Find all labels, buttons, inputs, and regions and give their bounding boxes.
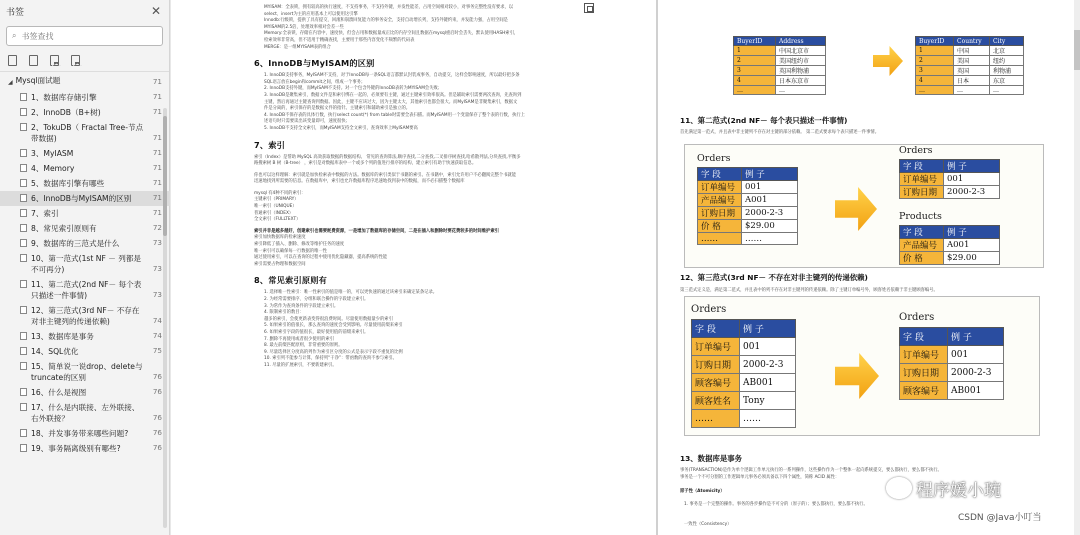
bookmark-item[interactable] [0, 277, 170, 303]
bookmark-page-number: 74 [152, 331, 162, 340]
table-header: Country [954, 37, 990, 46]
table-cell: … [734, 86, 776, 95]
bookmark-item-label: 6、InnoDB与MyISAM的区别 [31, 194, 132, 203]
text-line: 4. 限制索引的数目： [264, 310, 304, 316]
bookmark-page-number: 73 [152, 290, 162, 299]
table-row [900, 364, 1004, 382]
watermark-logo-icon [886, 477, 912, 499]
text-line: 1. 选择唯一性索引：唯一性索引的值是唯一的，可以更快速的通过该索引来确定某条记录。 [264, 290, 438, 296]
bookmark-item-label: 16、什么是视图 [31, 388, 87, 397]
intro-list [254, 5, 594, 51]
bookmark-item-label: 13、数据库是事务 [31, 332, 94, 341]
text-line: 事务是一个不可分割的工作逻辑单元事务必须具备以下四个属性，简称 ACID 属性： [680, 474, 840, 480]
bookmark-item[interactable] [0, 120, 170, 146]
section-11-title: 11、第二范式(2nd NF－ 每个表只描述一件事情) [680, 116, 848, 125]
table-row [692, 374, 796, 392]
bookmark-toolbar [0, 50, 169, 72]
bookmark-item-label: 9、数据库的三范式是什么 [31, 239, 120, 248]
text-line: 你也可以这样理解：索引就是加快检索表中数据的方法。数据库的索引类似于书籍的索引。在书籍中，索引允许用户不必翻阅完整个书就能 [254, 172, 517, 178]
table-cell: A001 [944, 239, 1000, 252]
bookmark-page-number: 73 [152, 264, 162, 273]
table-cell: 日本东京市 [776, 76, 826, 86]
bookmark-page-icon [20, 347, 27, 355]
text-line: 11. 尽量的扩展索引，不要新建索引。 [264, 362, 337, 368]
bookmark-item-label: 10、第一范式(1st NF － 列都是不可再分) [31, 254, 142, 274]
table-row [692, 338, 796, 356]
orders-normalized-table [899, 327, 1004, 400]
table-row [692, 392, 796, 410]
text-line: 唯一索引（UNIQUE） [254, 204, 297, 210]
pdf-page-right [658, 0, 1080, 535]
bookmark-page-icon [20, 306, 27, 314]
section-13-title: 13、数据库是事务 [680, 454, 743, 463]
table-cell: 2 [916, 56, 954, 66]
table-cell: A001 [742, 194, 798, 207]
table-row [698, 220, 798, 233]
table-cell: 订购日期 [698, 207, 742, 220]
table-cell: …… [698, 233, 742, 245]
table-cell: 2 [734, 56, 776, 66]
csdn-credit: CSDN @Java小叮当 [958, 513, 1042, 523]
table-row [698, 181, 798, 194]
table-cell: 2000-2-3 [740, 356, 796, 374]
table-row [916, 56, 1024, 66]
bookmark-page-icon [20, 332, 27, 340]
bookmark-page-icon [20, 280, 27, 288]
bookmark-page-number: 71 [152, 133, 162, 142]
table-caption: Orders [691, 304, 727, 315]
table-cell: $29.00 [742, 220, 798, 233]
table-header: 字 段 [698, 168, 742, 181]
bookmark-page-icon [20, 164, 27, 172]
bookmark-item[interactable] [0, 441, 170, 456]
bookmark-item[interactable] [0, 146, 170, 161]
bookmark-page-number: 76 [152, 387, 162, 396]
bookmark-page-number: 71 [152, 178, 162, 187]
table-cell: 001 [740, 338, 796, 356]
table-row [692, 410, 796, 428]
bookmark-page-number: 76 [152, 443, 162, 452]
bookmark-page-number: 72 [152, 223, 162, 232]
text-line: MYISAM的2.5倍，处理效率相对会差一些 [264, 24, 344, 30]
watermark-text: 程序媛小琬 [916, 481, 1001, 501]
table-cell: 顾客编号 [900, 382, 948, 400]
text-line: MYISAM：全表锁，拥有较高的执行速度，不支持事务，不支持外键，并发性能差，占用空间相对较小，对事务完整性没有要求，以 [264, 5, 514, 10]
text-line: 4. InnoDB不保存表的具体行数，执行select count(*) from table时需要全表扫描。而MyISAM用一个变量保存了整个表的行数，执行上 [264, 112, 525, 118]
table-row [916, 86, 1024, 95]
table-header: 例 子 [944, 226, 1000, 239]
bookmark-page-number: 74 [152, 316, 162, 325]
table-header: BuyerID [734, 37, 776, 46]
table-row [916, 46, 1024, 56]
bookmark-item-label: 3、MyIASM [31, 149, 74, 158]
table-header: 字 段 [900, 226, 944, 239]
products-table [899, 225, 1000, 265]
table-cell: 产品编号 [900, 239, 944, 252]
bookmark-item[interactable] [0, 329, 170, 344]
table-row [900, 173, 1000, 186]
bookmark-page-icon [20, 209, 27, 217]
text-line: 10. 索引列不能参与计算，保持列“干净”：带函数的查询不参与索引。 [264, 356, 397, 362]
text-line: 件是分离的，索引保存的是数据文件的指针。主键索引和辅助索引是独立的。 [264, 106, 411, 112]
table-cell: … [990, 86, 1024, 95]
orders-split-table [899, 159, 1000, 199]
table-cell: AB001 [740, 374, 796, 392]
table-cell: …… [692, 410, 740, 428]
table-cell: 顾客姓名 [692, 392, 740, 410]
table-header: 字 段 [692, 320, 740, 338]
bookmark-page-number: 71 [152, 163, 162, 172]
bookmark-page-number: 76 [152, 428, 162, 437]
table-cell: 4 [734, 76, 776, 86]
bookmark-item[interactable] [0, 251, 170, 277]
add-bookmark-icon[interactable] [50, 55, 59, 66]
section-8-body [254, 290, 594, 369]
table-cell: 2000-2-3 [944, 186, 1000, 199]
arrow-icon [835, 353, 879, 399]
text-line: 8. 最左前缀匹配原则，非常重要的原则。 [264, 343, 343, 349]
bookmark-item[interactable] [0, 236, 170, 251]
search-input[interactable] [21, 32, 141, 41]
table-row [734, 56, 826, 66]
table-header: Address [776, 37, 826, 46]
collapse-all-icon[interactable] [29, 55, 38, 66]
bookmark-page-icon [20, 403, 27, 411]
table-cell: 东京 [990, 76, 1024, 86]
text-line: 3. 为常作为查询条件的字段建立索引。 [264, 303, 339, 309]
text-line: 9. 尽量选择区分度高的列作为索引区分度的公式是表示字段不重复的比例 [264, 349, 403, 355]
bookmark-item-label: 5、数据库引擎有哪些 [31, 179, 105, 188]
bookmark-page-number: 76 [152, 372, 162, 381]
table-row [734, 46, 826, 56]
text-line: 6. 如果索引字段的值很长，最好使用值的前缀来索引。 [264, 329, 369, 335]
bookmark-page-icon [20, 224, 27, 232]
table-row [692, 356, 796, 374]
arrow-icon [873, 46, 903, 76]
bookmark-page-icon [20, 429, 27, 437]
expand-arrow-icon[interactable]: ◢ [8, 79, 13, 86]
first-nf-figure [733, 36, 1033, 102]
text-line: 迅速地找到所需要的信息。在数据库中，索引也允许数据库程序迅速地找到表中的数据，而不必扫描整个数据库 [254, 179, 465, 185]
text-line: Innodb:行级锁，提供了具有提交、回滚和崩溃回复能力的事务安全，支持自动增长列，支持外键约束，并发能力强，占用空间是 [264, 18, 508, 24]
table-cell: 美国纽约市 [776, 56, 826, 66]
bookmark-page-number: 76 [152, 413, 162, 422]
bookmark-item[interactable] [0, 359, 170, 385]
bookmark-item[interactable] [0, 176, 170, 191]
table-cell: 订购日期 [900, 364, 948, 382]
bookmark-item[interactable] [0, 385, 170, 400]
bookmark-item-label: 8、常见索引原则有 [31, 224, 97, 233]
text-line: 普通索引（INDEX） [254, 210, 294, 216]
bookmark-page-icon [20, 179, 27, 187]
table-cell: 2000-2-3 [948, 364, 1004, 382]
bookmark-tree [0, 73, 170, 535]
table-cell: 001 [944, 173, 1000, 186]
bookmark-item[interactable] [0, 161, 170, 176]
text-line: 5. 如果索引的值很长，那么查询的速度会受到影响。尽量使用前缀来索引 [264, 323, 403, 329]
bookmark-page-icon [20, 149, 27, 157]
left-page-content [254, 5, 594, 370]
table-cell: $29.00 [944, 252, 1000, 265]
table-cell: 1 [916, 46, 954, 56]
table-cell: 中国 [954, 46, 990, 56]
second-nf-figure [684, 144, 1044, 268]
bookmark-page-number: 75 [152, 346, 162, 355]
section-8-title: 8、常见索引原则有 [254, 275, 327, 286]
table-header: 例 子 [740, 320, 796, 338]
text-line: SQL语言放在begin和commit之间，组成一个事务； [264, 79, 366, 85]
table-cell: 中国北京市 [776, 46, 826, 56]
table-cell: 北京 [990, 46, 1024, 56]
text-line: 2. InnoDB支持外键，而MyISAM不支持。对一个包含外键的InnoDB表转为MYISAM会失败； [264, 86, 443, 92]
table-cell: … [954, 86, 990, 95]
bookmark-item-label: 1、数据库存储引擎 [31, 93, 97, 102]
bookmark-page-number: 71 [152, 77, 162, 86]
table-cell: 订购日期 [900, 186, 944, 199]
pdf-page-left [171, 0, 656, 535]
table-header: 字 段 [900, 328, 948, 346]
table-row [900, 239, 1000, 252]
buyer-address-table [733, 36, 826, 95]
text-line: 唯一索引可以确保每一行数据的唯一性 [254, 248, 328, 254]
text-line: 索引加快数据库的检索速度 [254, 235, 306, 241]
bookmark-page-icon [20, 388, 27, 396]
bookmark-icon[interactable] [71, 55, 80, 66]
table-row [916, 76, 1024, 86]
table-cell: 纽约 [990, 56, 1024, 66]
orders-customer-table [691, 319, 796, 428]
bookmark-item-label: 18、并发事务带来哪些问题? [31, 429, 129, 438]
text-line: 主键索引（PRIMARY） [254, 197, 299, 203]
bookmark-item[interactable] [0, 206, 170, 221]
bookmark-page-icon [20, 108, 27, 116]
text-line: 3. InnoDB是聚集索引，数据文件是和索引绑在一起的，必须要有主键，通过主键索引效率很高。但是辅助索引需要两次查询，先查询到 [264, 92, 522, 98]
section-12-title: 12、第三范式(3rd NF－ 不存在对非主键列的传递依赖) [680, 273, 868, 282]
table-cell: 日本 [954, 76, 990, 86]
close-icon[interactable]: ✕ [150, 4, 161, 18]
bookmark-page-number: 71 [152, 208, 162, 217]
sidebar-header [0, 0, 169, 22]
table-cell: 价 格 [900, 252, 944, 265]
text-line: 主键，然后再通过主键查询到数据。因此，主键不应该过大，因为主键太大，其他索引也都会很大。而MyISAM是非聚集索引，数据文 [264, 99, 518, 105]
bookmark-page-number: 71 [152, 92, 162, 101]
table-cell: 001 [742, 181, 798, 194]
sidebar-title: 书签 [6, 7, 25, 18]
table-header: 例 子 [944, 160, 1000, 173]
bookmark-item-label: 12、第三范式(3rd NF－ 不存在对非主键列的传递依赖) [31, 306, 140, 326]
text-line: 检索效率非常高，但不适用于精确查找，主要用于那些内容变化不频繁的代码表 [264, 37, 415, 43]
table-caption: Products [899, 210, 942, 222]
section-6-body [254, 73, 594, 132]
table-cell: 价 格 [698, 220, 742, 233]
bookmark-root[interactable] [0, 73, 170, 90]
text-line: 事务(TRANSACTION)是作为单个逻辑工作单元执行的一系列操作，这些操作作为一个整体一起向系统提交，要么都执行，要么都不执行。 [680, 468, 942, 473]
table-cell: Tony [740, 392, 796, 410]
table-cell: 英国 [954, 66, 990, 76]
bookmark-page-number: 73 [152, 238, 162, 247]
table-cell: 订单编号 [900, 173, 944, 186]
bookmark-item-label: 19、事务隔离级别有哪些? [31, 444, 121, 453]
table-cell: 4 [916, 76, 954, 86]
bookmark-item[interactable] [0, 400, 170, 426]
bookmark-search[interactable] [6, 26, 163, 46]
table-cell: … [776, 86, 826, 95]
section-7-body [254, 155, 594, 229]
table-row [734, 86, 826, 95]
buyer-country-table [915, 36, 1024, 95]
section-6-title: 6、InnoDB与MyISAM的区别 [254, 58, 375, 69]
table-cell: 1 [734, 46, 776, 56]
text-line: 全文索引（FULLTEXT） [254, 217, 301, 223]
text-line: 7. 删除不再使用或者很少使用的索引 [264, 336, 334, 342]
text-line: 述语句时只需要读出该变量即可，速度很快； [264, 119, 350, 125]
bookmark-page-number: 71 [152, 107, 162, 116]
table-cell: …… [740, 410, 796, 428]
bookmark-page-icon [20, 194, 27, 202]
table-row [900, 252, 1000, 265]
text-line: 5. InnoDB不支持全文索引，而MyISAM支持全文索引，查询效率上MyISAM要高 [264, 125, 418, 131]
table-cell: 订购日期 [692, 356, 740, 374]
table-row [698, 194, 798, 207]
search-icon: ⌕ [12, 31, 17, 40]
table-cell: 3 [916, 66, 954, 76]
table-row [698, 233, 798, 245]
bookmark-item[interactable] [0, 344, 170, 359]
document-area [171, 0, 1080, 535]
bookmark-item-label: 15、简单说一说drop、delete与truncate的区别 [31, 362, 143, 382]
table-row [900, 382, 1004, 400]
table-row [734, 66, 826, 76]
consistency-heading: 一致性（Consistency） [684, 522, 732, 527]
text-line: 索引需要占物理和数据空间 [254, 261, 306, 267]
bookmark-item-label: 11、第二范式(2nd NF－ 每个表只描述一件事情) [31, 280, 142, 300]
section-12-text: 第三范式定义是，满足第二范式，并且表中的列不存在对非主键列的传递依赖。除了主键订单编号外，顾客姓名依赖于非主键顾客编号。 [680, 288, 938, 293]
bookmark-root-label: Mysql面试题 [15, 76, 61, 85]
text-line: select、insert为主的应用基本上可以使用这引擎 [264, 11, 358, 17]
text-line: MERGE：是一组MYISAM表的组合 [264, 44, 331, 50]
document-scrollbar[interactable] [1074, 0, 1080, 535]
table-cell: 美国 [954, 56, 990, 66]
section-13-body [680, 468, 1060, 481]
section-11-text: 首先满足第一范式，并且表中非主键列不存在对主键的部分依赖。 第二范式要求每个表只描述一件事情。 [680, 130, 880, 135]
bookmark-item[interactable] [0, 303, 170, 329]
table-header: City [990, 37, 1024, 46]
table-cell: … [916, 86, 954, 95]
text-line: Memory:全表锁，存储在内容中，速度快，但会占用和数据量成正比的内存空间且数据在mysql重启时会丢失，默认使用HASH索引， [264, 31, 519, 37]
bookmark-sidebar [0, 0, 170, 535]
table-cell: 产品编号 [698, 194, 742, 207]
table-caption: Orders [697, 152, 731, 164]
bookmark-item-label: 7、索引 [31, 209, 59, 218]
section-7-bold: 索引并非是越多越好，创建索引也需要耗费资源，一是增加了数据库的存储空间，二是在插入和删除时要花费较多的时间维护索引 [254, 228, 499, 234]
table-row [900, 186, 1000, 199]
table-cell: 订单编号 [900, 346, 948, 364]
bookmark-item[interactable] [0, 191, 170, 206]
text-line: 越多的索引，会使更新表变得很浪费时间。尽量使用数据量少的索引 [264, 316, 393, 322]
section-7-title: 7、索引 [254, 139, 286, 150]
expand-all-icon[interactable] [8, 55, 17, 66]
bookmark-page-number: 71 [152, 148, 162, 157]
text-line: 索引降低了插入、删除、修改等维护任务的速度 [254, 242, 345, 248]
bookmark-item-label: 17、什么是内联接、左外联接、右外联接？ [31, 403, 140, 423]
table-cell: 顾客编号 [692, 374, 740, 392]
text-line: 2. 为经常需要排序、分组和联合操作的字段建立索引。 [264, 297, 369, 302]
table-header: 例 子 [742, 168, 798, 181]
bookmark-item-label: 2、InnoDB（B+树) [31, 108, 101, 117]
table-cell: 订单编号 [698, 181, 742, 194]
table-cell: AB001 [948, 382, 1004, 400]
text-line: 通过使用索引，可以在查询的过程中使用优化隐藏器，提高系统的性能 [254, 255, 388, 261]
table-cell: 订单编号 [692, 338, 740, 356]
table-cell: 英国利物浦 [776, 66, 826, 76]
bookmark-item[interactable] [0, 221, 170, 236]
table-cell: …… [742, 233, 798, 245]
table-caption: Orders [899, 144, 933, 156]
text-line: 索引（Index）是帮助 MySQL 高效获取数据的数据结构。 常见的查询算法,顺序查找,二分查找,二叉排序树查找,哈希散列法,分块查找,平衡多 [254, 154, 521, 160]
table-row [734, 76, 826, 86]
table-cell: 2000-2-3 [742, 207, 798, 220]
third-nf-figure [684, 296, 1040, 436]
section-7-tail [254, 235, 594, 268]
bookmark-page-icon [20, 93, 27, 101]
table-header: 字 段 [900, 160, 944, 173]
bookmark-page-icon [20, 444, 27, 452]
table-row [698, 207, 798, 220]
orders-table [697, 167, 798, 245]
arrow-icon [835, 187, 877, 231]
bookmark-page-icon [20, 362, 27, 370]
bookmark-page-icon [20, 239, 27, 247]
bookmark-item-label: 2、TokuDB（ Fractal Tree-节点带数据) [31, 123, 144, 143]
atomicity-text: 1. 事务是一个完整的操作。事务的各步操作是不可分的（原子的）；要么都执行，要么都不执行。 [684, 502, 868, 507]
bookmark-item-label: 14、SQL优化 [31, 347, 79, 356]
bookmark-item[interactable] [0, 90, 170, 105]
bookmark-item-label: 4、Memory [31, 164, 75, 173]
table-cell: 3 [734, 66, 776, 76]
bookmark-item[interactable] [0, 105, 170, 120]
bookmark-item[interactable] [0, 426, 170, 441]
table-caption: Orders [899, 312, 935, 323]
sidebar-scrollbar[interactable] [163, 108, 167, 528]
table-cell: 利物浦 [990, 66, 1024, 76]
table-row [900, 346, 1004, 364]
table-header: BuyerID [916, 37, 954, 46]
atomicity-heading: 原子性（Atomicity） [680, 489, 725, 494]
table-cell: 001 [948, 346, 1004, 364]
bookmark-page-number: 71 [152, 193, 162, 202]
table-row [916, 66, 1024, 76]
bookmark-page-icon [20, 254, 27, 262]
text-line: 路搜索树 B 树（B-tree） ，索引是对数据库表中一个或多个列的值进行排序的结构，建立索引有助于快速获取信息。 [254, 161, 477, 167]
bookmark-page-icon [20, 123, 27, 131]
text-line: mysql 有4种不同的索引： [254, 190, 306, 196]
text-line: 1. InnoDB支持事务，MyISAM不支持，对于InnoDB每一条SQL语言都默认封装成事务，自动提交，这样会影响速度，所以最好把多条 [264, 73, 520, 79]
table-header: 例 子 [948, 328, 1004, 346]
